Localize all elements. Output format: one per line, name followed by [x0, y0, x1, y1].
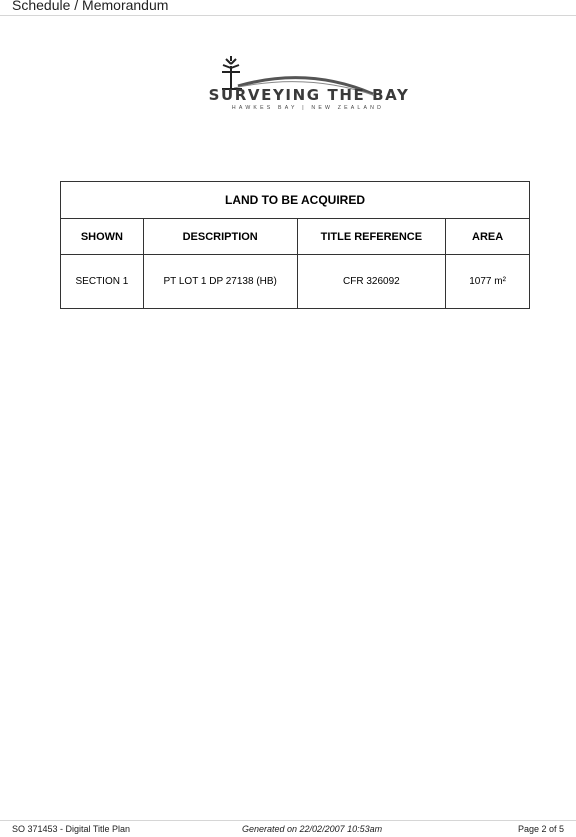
cell-description: PT LOT 1 DP 27138 (HB) — [143, 255, 297, 309]
cell-area: 1077 m² — [446, 255, 530, 309]
company-logo — [198, 56, 418, 118]
page-header — [0, 0, 576, 16]
footer-plan-reference: SO 371453 - Digital Title Plan — [12, 824, 131, 834]
table-row — [61, 255, 530, 309]
page-footer — [0, 820, 576, 837]
cell-shown: SECTION 1 — [61, 255, 144, 309]
column-header-area: AREA — [446, 219, 530, 255]
table-title: LAND TO BE ACQUIRED — [61, 182, 530, 219]
logo-name: SURVEYING THE BAY — [208, 86, 410, 104]
column-header-shown: SHOWN — [61, 219, 144, 255]
footer-page-number: Page 2 of 5 — [517, 824, 564, 834]
page-title: Schedule / Memorandum — [12, 0, 169, 13]
footer-generated-timestamp: Generated on 22/02/2007 10:53am — [242, 824, 383, 834]
land-acquired-table — [60, 181, 530, 309]
cell-title-reference: CFR 326092 — [297, 255, 446, 309]
column-header-title-reference: TITLE REFERENCE — [297, 219, 446, 255]
logo-subtitle: HAWKES BAY | NEW ZEALAND — [231, 105, 385, 111]
column-header-description: DESCRIPTION — [143, 219, 297, 255]
